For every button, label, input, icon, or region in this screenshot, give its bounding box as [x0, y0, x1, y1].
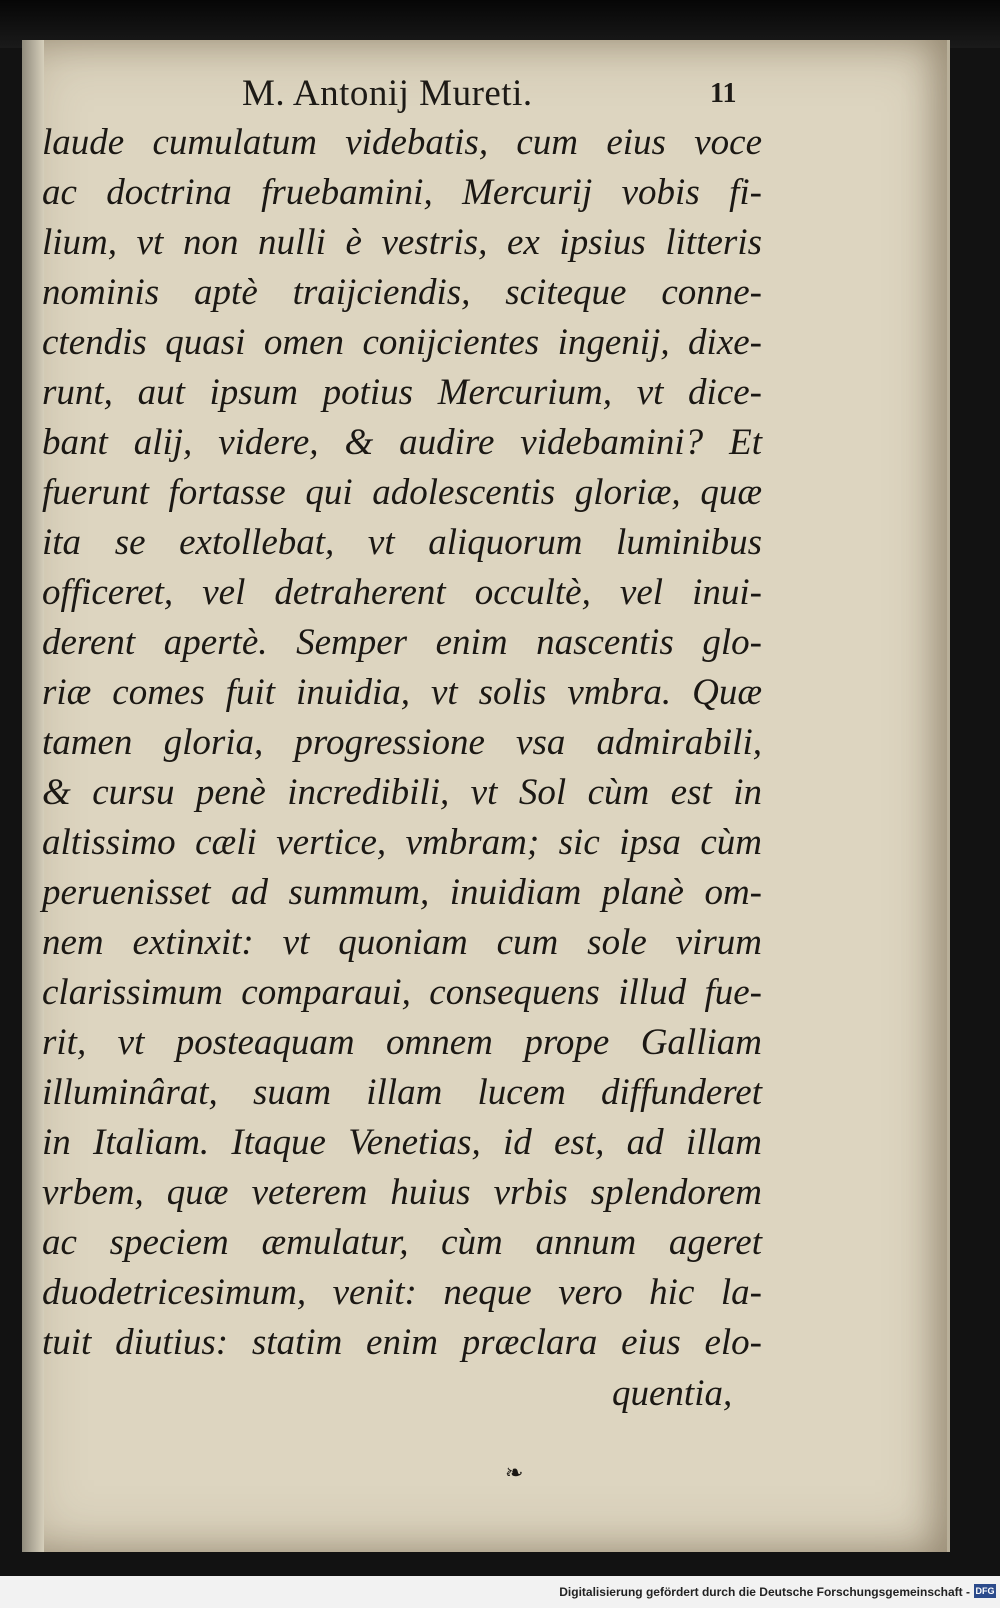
text-line: officeret, vel detraherent occultè, vel inui- — [42, 572, 762, 613]
text-line: tuit diutius: statim enim præclara eius elo- — [42, 1322, 762, 1363]
funding-credit: Digitalisierung gefördert durch die Deutsche Forschungsgemeinschaft - — [559, 1585, 970, 1599]
text-line: peruenisset ad summum, inuidiam planè om- — [42, 872, 762, 913]
page-number: 11 — [710, 78, 737, 109]
text-line: duodetricesimum, venit: neque vero hic la- — [42, 1272, 762, 1313]
text-line: & cursu penè incredibili, vt Sol cùm est in — [42, 772, 762, 813]
text-line: rit, vt posteaquam omnem prope Galliam — [42, 1022, 762, 1063]
catchword: quentia, — [612, 1373, 733, 1414]
text-line: laude cumulatum videbatis, cum eius voce — [42, 122, 762, 163]
text-line: riæ comes fuit inuidia, vt solis vmbra. Quæ — [42, 672, 762, 713]
book-spine-shadow — [22, 40, 44, 1552]
text-line: derent apertè. Semper enim nascentis glo- — [42, 622, 762, 663]
text-line: vrbem, quæ veterem huius vrbis splendorem — [42, 1172, 762, 1213]
text-line: illuminârat, suam illam lucem diffunderet — [42, 1072, 762, 1113]
text-line: ctendis quasi omen conijcientes ingenij, dixe- — [42, 322, 762, 363]
text-line: clarissimum comparaui, consequens illud fue- — [42, 972, 762, 1013]
text-line: tamen gloria, progressione vsa admirabili, — [42, 722, 762, 763]
text-line: in Italiam. Itaque Venetias, id est, ad illam — [42, 1122, 762, 1163]
text-line: lium, vt non nulli è vestris, ex ipsius litteris — [42, 222, 762, 263]
text-line: runt, aut ipsum potius Mercurium, vt dice- — [42, 372, 762, 413]
text-line: nominis aptè traijciendis, sciteque conne- — [42, 272, 762, 313]
text-line: nem extinxit: vt quoniam cum sole virum — [42, 922, 762, 963]
running-head: M. Antonij Mureti. — [242, 73, 533, 114]
book-page — [22, 40, 950, 1552]
digitization-footer — [0, 1576, 1000, 1608]
text-line: altissimo cæli vertice, vmbram; sic ipsa cùm — [42, 822, 762, 863]
text-line: bant alij, videre, & audire videbamini? Et — [42, 422, 762, 463]
text-line: ac doctrina fruebamini, Mercurij vobis fi- — [42, 172, 762, 213]
fleuron-ornament-icon: ❧ — [505, 1460, 524, 1485]
text-line: fuerunt fortasse qui adolescentis gloriæ, quæ — [42, 472, 762, 513]
text-line: ita se extollebat, vt aliquorum luminibus — [42, 522, 762, 563]
text-line: ac speciem æmulatur, cùm annum ageret — [42, 1222, 762, 1263]
dfg-logo-icon: DFG — [975, 1586, 995, 1596]
body-text — [42, 118, 762, 1368]
